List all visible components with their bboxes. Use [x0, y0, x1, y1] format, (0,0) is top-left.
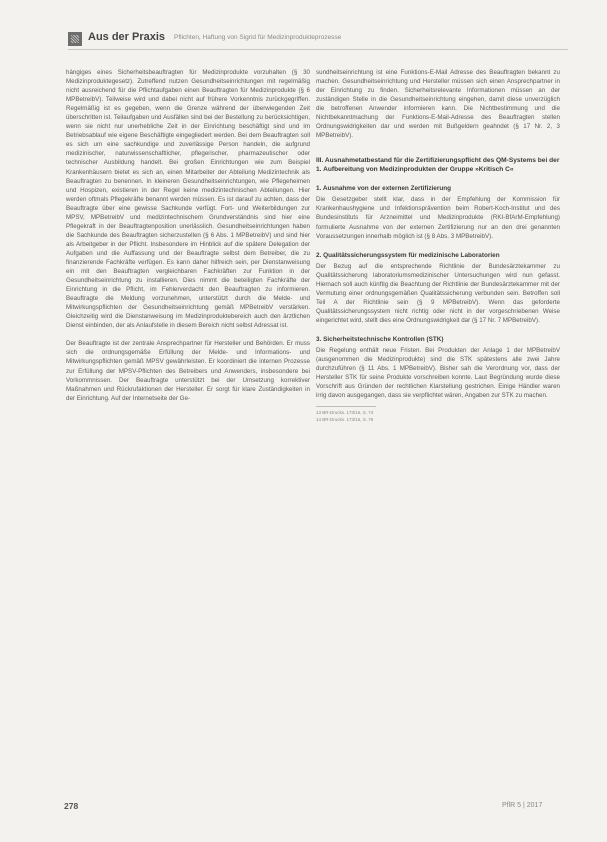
body-paragraph: sundheitseinrichtung ist eine Funktions-E-Mail Adresse des Beauftragten bekannt zu machen. Gesundheitseinrichtung und Hersteller müssen sich einen Ansprechpartner in der Einrichtung zu finden. Sicherheitsrelevante Informationen müssen an der zuständigen Stelle in die Gesundheitseinrichtung eingehen, damit diese unverzüglich die betroffenen Anwender informieren kann. Die Nichtbestimmung und die Nichtbekanntmachung der Funktions-E-Mail-Adresse des Beauftragten stellen Ordnungswidrigkeiten dar und werden mit Bußgeldern geahndet (§ 17 Nr. 2, 3 MPBetreibV).: [316, 69, 560, 140]
page-number: 278: [64, 801, 79, 811]
body-paragraph: hängiges eines Sicherheitsbeauftragten für Medizinprodukte vorzuhalten (§ 30 Medizinproduktegesetz). Zutreffend nutzen Gesundheitseinrichtungen mit regelmäßig nicht ausreichend für die Pflichtaufgaben einen Beauftragten für Medizinprodukte (§ 6 MPBetreibV). Teilweise wird und dabei nicht auf frühere Vorkenntnis zurückgegriffen. Regelmäßig ist es gegeben, wenn die Grenze während der überwiegenden Zeit überschritten ist. Teilaufgaben und Ausfällen sind bei der Bestellung zu berücksichtigen, wenn sie nicht nur unerhebliche Zeit in der Einrichtung beschäftigt sind und im Betriebsablauf wie eigene Beschäftigte eingegliedert werden. Bei dem Beauftragten soll es sich um eine sachkundige und zuverlässige Person handeln, die aufgrund medizinischer, naturwissenschaftlicher, pflegerischer, pharmazeutischer oder technischer Ausbildung handelt. Bei großen Einrichtungen wie zum Beispiel Krankenhäusern bietet es sich an, einen Mitarbeiter der Abteilung Medizintechnik als Beauftragten zu benennen. In kleineren Gesundheitseinrichtungen, wie Pflegeheimen und Hospizen, existieren in der Regel keine medizintechnischen Abteilungen. Hier werden oftmals Pflegekräfte benannt werden müssen. Es ist darauf zu achten, dass der Beauftragte über eine gewisse Sachkunde verfügt. Fort- und Weiterbildungen zur MPSV, MPBetreibV und medizintechnischem Grundverständnis sind hier eine Pflegekraft in der Beauftragtenposition unerlässlich. Gesundheitseinrichtungen haben die Sachkunde des Beauftragten sicherzustellen (§ 6 Abs. 1 MPBetreibV) und sind hier als Arbeitgeber in der Pflicht. Insbesondere im Hinblick auf die spätere Delegation der Aufgaben und die Auffassung und der Beauftragte selbst dem Betreiber, die zu finanzierende Fachkräfte verfügen. Es kann daher hilfreich sein, per Dienstanweisung ein mit den Beauftragten vergleichbaren Fachkräften zur Funktion in der Gesundheitseinrichtung zu installieren. Dies nimmt die beteiligten Fachkräfte der Einrichtung in die Pflicht, im Fehlerverdacht den Beauftragten zu informieren. Beauftragte die Meldung vorzunehmen, unterstützt durch die Melde- und Mitwirkungspflichten der Gesundheitseinrichtung gemäß MPBetreibV verstärken. Gleichzeitig wird die Dienstanweisung im Medizinproduktebereich auch den ärztlichen Dienst einbinden, der als Anlaufstelle in diesem Bereich nicht selbst Adressat ist.: [66, 69, 310, 330]
body-paragraph: Der Beauftragte ist der zentrale Ansprechpartner für Hersteller und Behörden. Er muss sich die ordnungsgemäße Erfüllung der Melde- und Informations- und Mitwirkungspflichten gemäß MPSV gewährleisten. Er koordiniert die internen Prozesse zur Erfüllung der MPSV-Pflichten des Betreibers und Anwenders, insbesondere bei Vorkommnissen. Der Beauftragte unterstützt bei der Umsetzung korrektiver Maßnahmen und Rückrufaktionen der Hersteller. Er sorgt für klare Zuständigkeiten in der Einrichtung. Auf der Internetseite der Ge-: [66, 340, 310, 402]
footnotes: [316, 406, 376, 423]
journal-issue: PflR 5 | 2017: [502, 802, 543, 809]
body-paragraph: Die Gesetzgeber stellt klar, dass in der Empfehlung der Kommission für Krankenhaushygiene und Infektionsprävention beim Robert-Koch-Institut und des Bundesinstituts für Arzneimittel und Medizinprodukte (RKI-BfArM-Empfehlung) formulierte Ausnahme von der externen Zertifizierung nur an den drei genannten Voraussetzungen innerhalb möglich ist (§ 8 Abs. 3 MPBetreibV).: [316, 196, 560, 240]
section-title: Aus der Praxis: [88, 31, 166, 43]
footnote: 14 BR-Drucks. 173/16, S. 76: [316, 417, 374, 423]
section-subtitle: Pflichten, Haftung von Sigrid für Medizinprodukteprozesse: [174, 34, 342, 41]
footnote: 13 BR-Drucks. 173/16, S. 74: [316, 410, 374, 416]
body-paragraph: Die Regelung enthält neue Fristen. Bei Produkten der Anlage 1 der MPBetreibV (ausgenommen die Medizinprodukte) sind die STK spätestens alle zwei Jahre durchzuführen (§ 11 Abs. 1 MPBetreibV). Bisher sah die Verordnung vor, dass der Hersteller STK für seine Produkte vorschreiben konnte. Laut Begründung wurde diese Vorschrift aus Gründen der rechtlichen Klarstellung gestrichen. Einige Händler waren irrig davon ausgegangen, dass sie verpflichtet wären, Angaben zur STK zu machen.: [316, 346, 560, 400]
section-heading: III. Ausnahmetatbestand für die Zertifizierungspflicht des QM-Systems bei der 1. Aufbereitung von Medizinprodukten der Gruppe »Kritisch C«: [316, 157, 560, 174]
left-column: [66, 68, 310, 403]
section-logo-icon: [68, 32, 82, 46]
header-rule: [68, 49, 568, 50]
subsection-heading: 2. Qualitätssicherungssystem für medizinische Laboratorien: [316, 251, 500, 259]
body-paragraph: Der Bezug auf die entsprechende Richtlinie der Bundesärztekammer zu Qualitätssicherung laboratoriumsmedizinischer Untersuchungen wird nun gefasst. Hiernach soll auch künftig die Beachtung der Richtlinie der Bundesärztekammer mit der Vermutung einer ordnungsgemäßen Qualitätssicherung verbunden sein. Betroffen soll Teil A der Richtlinie sein (§ 9 MPBetreibV). Wenn das geforderte Qualitätssicherungssystem nicht richtig oder nicht in der vorgeschriebenen Weise eingerichtet wird, stellt dies eine Ordnungswidrigkeit dar (§ 17 Nr. 7 MPBetreibV).: [316, 262, 560, 324]
subsection-heading: 3. Sicherheitstechnische Kontrollen (STK): [316, 335, 444, 343]
subsection-heading: 1. Ausnahme von der externen Zertifizierung: [316, 185, 452, 193]
right-column: [316, 68, 560, 423]
running-header: [68, 30, 568, 50]
